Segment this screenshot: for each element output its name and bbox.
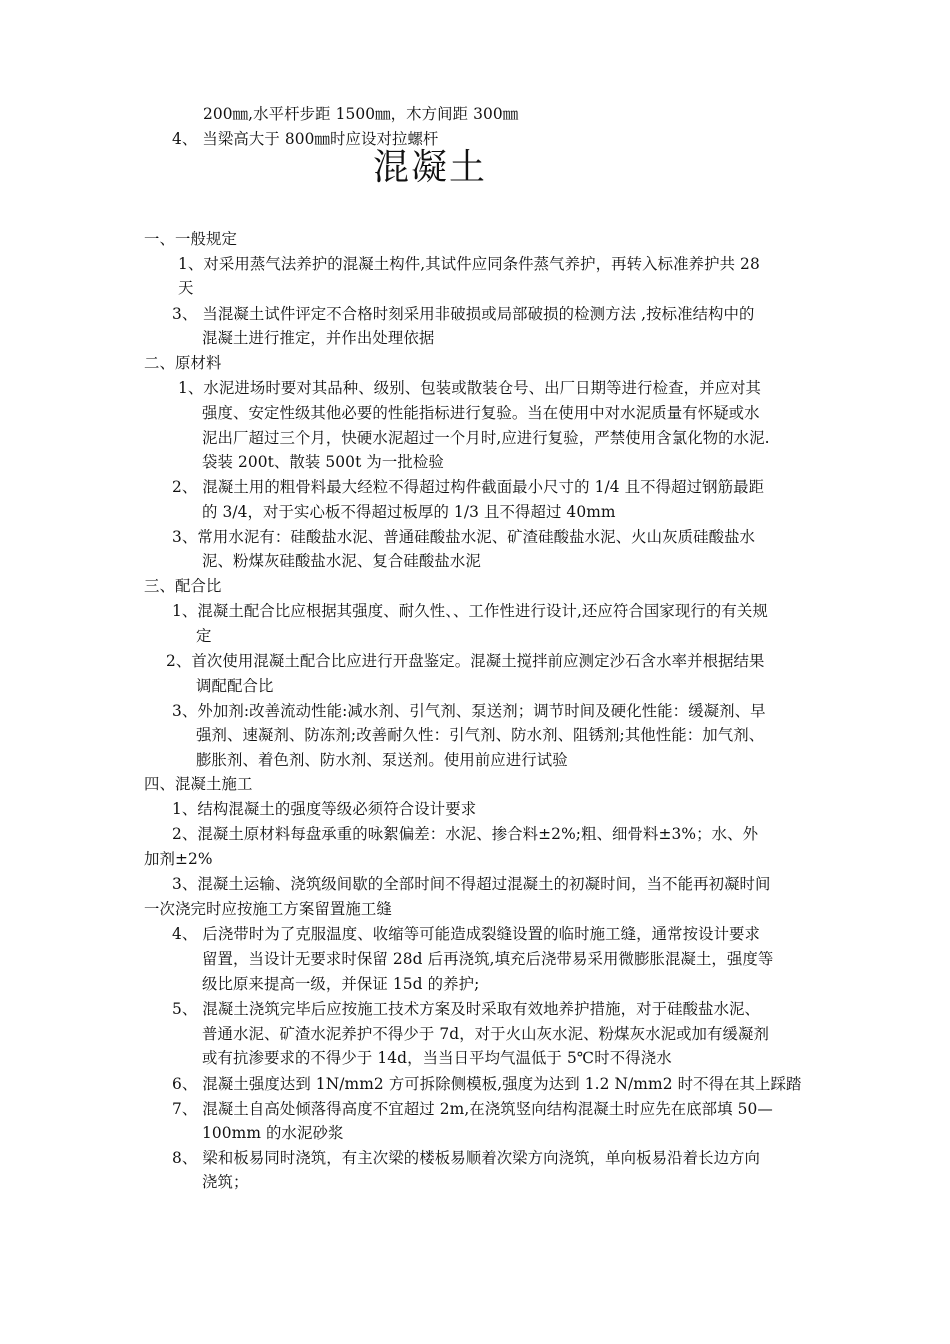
paragraph-line: 3、混凝土运输、浇筑级间歇的全部时间不得超过混凝土的初凝时间，当不能再初凝时间 (172, 875, 771, 893)
paragraph-line: 100mm 的水泥砂浆 (202, 1124, 344, 1142)
paragraph-line: 天 (178, 279, 194, 297)
paragraph-line: 泥、粉煤灰硅酸盐水泥、复合硅酸盐水泥 (202, 552, 481, 570)
section-heading: 四、混凝土施工 (144, 775, 253, 793)
paragraph-line: 2、 混凝土用的粗骨料最大经粒不得超过构件截面最小尺寸的 1/4 且不得超过钢筋最距 (172, 478, 765, 496)
section-heading: 二、原材料 (144, 354, 222, 372)
paragraph-line: 1、混凝土配合比应根据其强度、耐久性、、工作性进行设计,还应符合国家现行的有关规 (172, 602, 768, 620)
document-title: 混凝土 (373, 147, 488, 188)
paragraph-line: 1、结构混凝土的强度等级必须符合设计要求 (172, 800, 477, 818)
paragraph-line: 4、 后浇带时为了克服温度、收缩等可能造成裂缝设置的临时施工缝，通常按设计要求 (172, 925, 761, 943)
paragraph-line: 混凝土进行推定，并作出处理依据 (202, 329, 435, 347)
paragraph-line: 1、对采用蒸气法养护的混凝土构件,其试件应同条件蒸气养护，再转入标准养护共 28 (178, 255, 760, 273)
intro-line: 4、 当梁高大于 800㎜时应设对拉螺杆 (172, 130, 439, 148)
paragraph-line: 3、外加剂:改善流动性能:减水剂、引气剂、泵送剂；调节时间及硬化性能：缓凝剂、早 (172, 702, 766, 720)
section-heading: 一、一般规定 (144, 230, 237, 248)
paragraph-line: 3、 当混凝土试件评定不合格时刻采用非破损或局部破损的检测方法 ,按标准结构中的 (172, 305, 755, 323)
paragraph-line: 2、混凝土原材料每盘承重的咏絮偏差：水泥、掺合料±2%;粗、细骨料±3%；水、外 (172, 825, 759, 843)
paragraph-line: 6、 混凝土强度达到 1N/mm2 方可拆除侧模板,强度为达到 1.2 N/mm2 时不得在其上踩踏 (172, 1075, 802, 1093)
paragraph-line: 的 3/4，对于实心板不得超过板厚的 1/3 且不得超过 40mm (202, 503, 616, 521)
paragraph-line: 8、 梁和板易同时浇筑，有主次梁的楼板易顺着次梁方向浇筑，单向板易沿着长边方向 (172, 1149, 761, 1167)
paragraph-line: 加剂±2% (144, 850, 213, 868)
paragraph-line: 定 (196, 627, 212, 645)
paragraph-line: 2、首次使用混凝土配合比应进行开盘鉴定。混凝土搅拌前应测定沙石含水率并根据结果 (166, 652, 765, 670)
paragraph-line: 袋装 200t、散装 500t 为一批检验 (202, 453, 444, 471)
paragraph-line: 留置，当设计无要求时保留 28d 后再浇筑,填充后浇带易采用微膨胀混凝土，强度等 (202, 950, 774, 968)
paragraph-line: 5、 混凝土浇筑完毕后应按施工技术方案及时采取有效地养护措施，对于硅酸盐水泥、 (172, 1000, 761, 1018)
paragraph-line: 强度、安定性级其他必要的性能指标进行复验。当在使用中对水泥质量有怀疑或水 (202, 404, 760, 422)
paragraph-line: 调配配合比 (196, 677, 274, 695)
paragraph-line: 3、常用水泥有：硅酸盐水泥、普通硅酸盐水泥、矿渣硅酸盐水泥、火山灰质硅酸盐水 (172, 528, 756, 546)
paragraph-line: 膨胀剂、着色剂、防水剂、泵送剂。使用前应进行试验 (196, 751, 568, 769)
section-heading: 三、配合比 (144, 577, 222, 595)
paragraph-line: 7、 混凝土自高处倾落得高度不宜超过 2m,在浇筑竖向结构混凝土时应先在底部填 50— (172, 1100, 773, 1118)
paragraph-line: 一次浇完时应按施工方案留置施工缝 (144, 900, 392, 918)
paragraph-line: 强剂、速凝剂、防冻剂;改善耐久性：引气剂、防水剂、阻锈剂;其他性能：加气剂、 (196, 726, 765, 744)
paragraph-line: 或有抗渗要求的不得少于 14d，当当日平均气温低于 5℃时不得浇水 (202, 1049, 672, 1067)
paragraph-line: 浇筑； (202, 1173, 249, 1191)
intro-line: 200㎜,水平杆步距 1500㎜，木方间距 300㎜ (203, 105, 519, 123)
paragraph-line: 普通水泥、矿渣水泥养护不得少于 7d，对于火山灰水泥、粉煤灰水泥或加有缓凝剂 (202, 1025, 770, 1043)
paragraph-line: 1、水泥进场时要对其品种、级别、包装或散装仓号、出厂日期等进行检查，并应对其 (178, 379, 762, 397)
paragraph-line: 级比原来提高一级，并保证 15d 的养护; (202, 975, 480, 993)
paragraph-line: 泥出厂超过三个月，快硬水泥超过一个月时,应进行复验，严禁使用含氯化物的水泥. (202, 429, 770, 447)
